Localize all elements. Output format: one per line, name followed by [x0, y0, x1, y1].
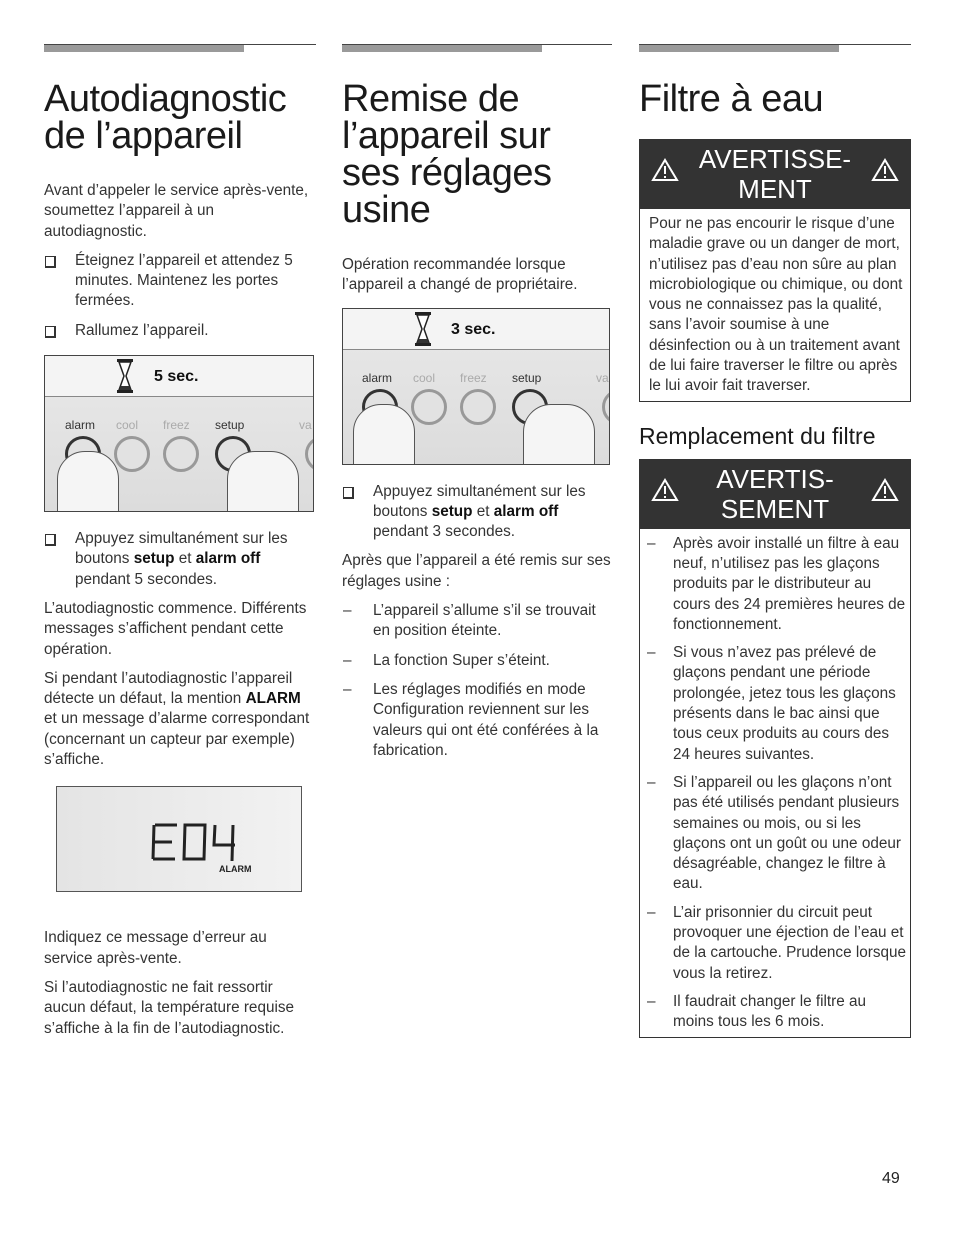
pressing-hand-icon: [57, 451, 119, 512]
timer-label: 3 sec.: [451, 320, 496, 338]
button-label-cool: cool: [116, 418, 139, 433]
freez-button-drawing: [460, 389, 496, 425]
column-self-diagnosis: [44, 44, 316, 1048]
column-water-filter: [639, 44, 911, 1038]
hourglass-icon: [117, 359, 133, 393]
warning-box: [639, 139, 911, 402]
button-label-alarm: alarm: [65, 418, 96, 433]
list-item: – Il faudrait changer le filtre au moins tous les 6 mois.: [647, 992, 867, 1031]
filter-warning-list: [646, 534, 910, 1033]
button-label-alarm: alarm: [362, 370, 393, 385]
list-item: – L’appareil s’allume s’il se trouvait en position éteinte.: [343, 602, 596, 640]
warning-title-line: AVERTISSE-: [698, 144, 852, 174]
section-rule: [639, 44, 911, 53]
checkbox-bullet-icon: [45, 326, 56, 338]
warning-text: Pour ne pas encourir le risque d’une maladie grave ou un danger de mort, n’utilisez pas d’eau non sûre au plan microbiologique ou chimique, ou dont vous ne connaissez pas la qualité, sans l’avoir soumise à une désinfection ou à un traitement avant de lui faire traverser le filtre ou après le lui avoir fait traverser.: [649, 215, 903, 395]
section-rule: [44, 44, 316, 53]
list-item: Éteignez l’appareil et attendez 5 minutes. Maintenez les portes fermées.: [44, 251, 316, 312]
warning-title-line: MENT: [738, 174, 812, 204]
timer-label: 5 sec.: [154, 368, 199, 386]
control-panel-illustration: [44, 355, 314, 512]
cool-button-drawing: [114, 436, 150, 472]
water-filter-title: Filtre à eau: [639, 78, 824, 120]
reset-effects-list: [342, 601, 612, 761]
checkbox-bullet-icon: [343, 487, 354, 499]
button-label-freez: freez: [163, 418, 190, 433]
defect-paragraph: Si pendant l’autodiagnostic l’appareil détecte un défaut, la mention ALARM et un message d’alarme correspondant (concernant un capteur par exemple) s’affiche.: [44, 669, 310, 769]
list-item: – Les réglages modifiés en mode Configuration reviennent sur les valeurs qui ont été conférées à la fabrication.: [343, 680, 599, 759]
press-step: [44, 529, 316, 590]
list-item: – L’air prisonnier du circuit peut provoquer une éjection de l’eau et de la cartouche. Prudence lorsque vous la retirez.: [647, 903, 907, 982]
error-display-illustration: [56, 786, 302, 892]
hourglass-icon: [415, 312, 431, 346]
self-diagnosis-title: Autodiagnostic de l’appareil: [44, 78, 287, 157]
no-defect-paragraph: Si l’autodiagnostic ne fait ressortir aucun défaut, la température requise s’affiche à la fin de l’autodiagnostic.: [44, 978, 295, 1037]
list-item: – Si l’appareil ou les glaçons n’ont pas été utilisés pendant plusieurs semaines ou mois, ou si les glaçons ont un goût ou une odeur désagréable, changez le filtre à eau.: [647, 773, 901, 893]
warning-triangle-icon: [871, 478, 899, 502]
warning-body: [639, 209, 911, 402]
list-item: – Si vous n’avez pas prélevé de glaçons pendant une période prolongée, jetez tous les glaçons présents dans le bac ainsi que tous ceux produits au cours des 24 heures suivantes.: [647, 644, 896, 763]
section-rule: [342, 44, 612, 53]
button-label-setup: setup: [512, 370, 542, 385]
cool-button-drawing: [411, 389, 447, 425]
warning-triangle-icon: [651, 478, 679, 502]
factory-reset-intro: Opération recommandée lorsque l’appareil a changé de propriétaire.: [342, 256, 578, 294]
button-label-freez: freez: [460, 370, 487, 385]
press-step: [342, 482, 612, 543]
va-button-drawing: [305, 436, 314, 472]
freez-button-drawing: [163, 436, 199, 472]
filter-replacement-subtitle: Remplacement du filtre: [639, 422, 876, 449]
self-diagnosis-start: L’autodiagnostic commence. Différents messages s’affichent pendant cette opération.: [44, 599, 307, 658]
button-label-va: va: [299, 418, 312, 433]
button-label-cool: cool: [413, 370, 436, 385]
error-code-display: [57, 787, 301, 891]
list-item: – Après avoir installé un filtre à eau neuf, n’utilisez pas les glaçons produits par le distributeur au cours des 24 premières heures de fonctionnement.: [647, 534, 906, 633]
pressing-hand-icon: [523, 404, 595, 465]
warning-triangle-icon: [871, 158, 899, 182]
control-panel-illustration: [342, 308, 610, 465]
warning-box: [639, 459, 911, 1038]
checkbox-bullet-icon: [45, 256, 56, 268]
checkbox-bullet-icon: [45, 534, 56, 546]
after-reset-paragraph: Après que l’appareil a été remis sur ses réglages usine :: [342, 552, 611, 590]
warning-header: [639, 459, 911, 529]
warning-title-line: AVERTIS-: [716, 463, 834, 494]
list-item: – La fonction Super s’éteint.: [343, 651, 550, 669]
report-paragraph: Indiquez ce message d’erreur au service après-vente.: [44, 929, 267, 967]
pressing-hand-icon: [353, 404, 415, 465]
factory-reset-title: Remise de l’appareil sur ses réglages usine: [342, 78, 552, 231]
warning-title-line: SEMENT: [720, 493, 830, 524]
button-label-setup: setup: [215, 418, 245, 433]
warning-header: [639, 139, 911, 209]
self-diagnosis-steps: [44, 251, 316, 341]
page-number: 49: [882, 1170, 900, 1187]
alarm-indicator: ALARM: [219, 864, 252, 875]
pressing-hand-icon: [227, 451, 299, 512]
column-factory-reset: [342, 44, 612, 770]
list-item: Appuyez simultanément sur les boutons setup et alarm off pendant 5 secondes.: [44, 529, 316, 590]
va-button-drawing: [602, 389, 610, 425]
warning-body: [639, 529, 911, 1038]
list-item: Appuyez simultanément sur les boutons setup et alarm off pendant 3 secondes.: [342, 482, 612, 543]
button-label-va: va: [596, 370, 609, 385]
list-item: Rallumez l’appareil.: [44, 321, 316, 341]
self-diagnosis-intro: Avant d’appeler le service après-vente, soumettez l’appareil à un autodiagnostic.: [44, 182, 309, 240]
warning-triangle-icon: [651, 158, 679, 182]
